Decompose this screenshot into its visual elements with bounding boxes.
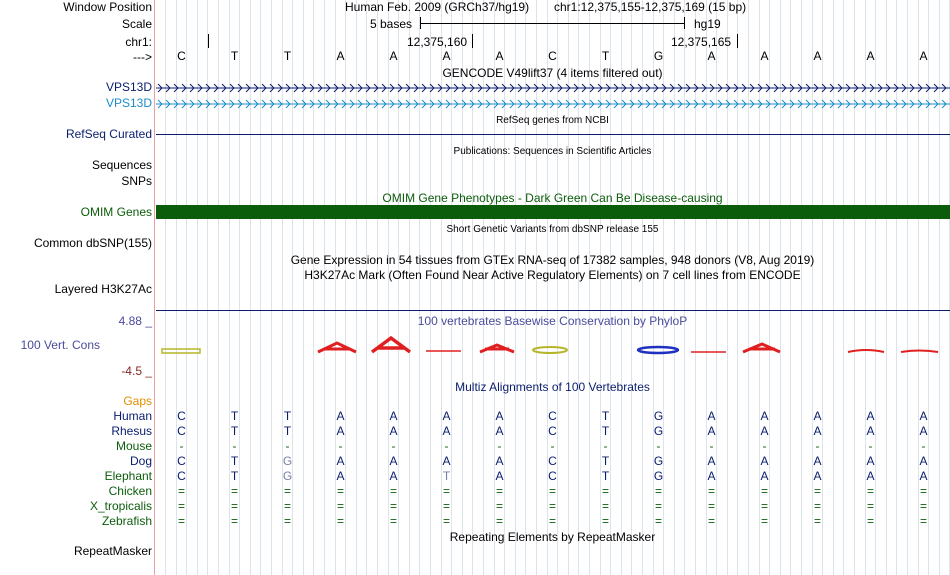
alignment-base: A	[495, 424, 504, 438]
alignment-base: A	[813, 454, 822, 468]
position-readout: chr1:12,375,155-12,375,169 (15 bp)	[554, 0, 747, 14]
alignment-base: -	[338, 439, 343, 453]
dna-base: T	[283, 49, 292, 63]
alignment-base: =	[442, 499, 450, 513]
alignment-base: C	[177, 469, 186, 483]
scale-bar	[420, 23, 685, 24]
alignment-base: =	[919, 499, 927, 513]
species-label-elephant[interactable]: Elephant	[104, 469, 152, 483]
alignment-base: =	[654, 499, 662, 513]
alignment-base: =	[601, 514, 609, 528]
alignment-base: =	[230, 514, 238, 528]
alignment-base: C	[548, 424, 557, 438]
pubs-title[interactable]: Publications: Sequences in Scientific Articles	[453, 146, 652, 157]
alignment-base: =	[283, 499, 291, 513]
dna-base: A	[495, 49, 504, 63]
alignment-base: =	[336, 484, 344, 498]
cons-logo[interactable]	[156, 330, 950, 358]
alignment-base: A	[495, 409, 504, 423]
alignment-base: A	[442, 409, 451, 423]
alignment-base: =	[230, 499, 238, 513]
scale-db: hg19	[694, 17, 721, 31]
cons-title[interactable]: 100 vertebrates Basewise Conservation by PhyloP	[417, 314, 688, 328]
sequences-label[interactable]: Sequences	[91, 158, 152, 172]
cons-max: 4.88 _	[118, 314, 152, 328]
coord-1: 12,375,160	[407, 35, 468, 49]
alignment-base: =	[548, 514, 556, 528]
cons-min: -4.5 _	[121, 364, 152, 378]
alignment-base: A	[389, 424, 398, 438]
dna-base: A	[442, 49, 451, 63]
alignment-base: T	[442, 469, 451, 483]
dna-base: A	[760, 49, 769, 63]
alignment-base: -	[285, 439, 290, 453]
alignment-base: =	[283, 484, 291, 498]
alignment-base: =	[548, 484, 556, 498]
alignment-base: =	[919, 514, 927, 528]
h3k27-label[interactable]: Layered H3K27Ac	[54, 282, 152, 296]
alignment-base: T	[601, 409, 610, 423]
alignment-base: -	[815, 439, 820, 453]
alignment-base: =	[177, 484, 185, 498]
alignment-base: A	[336, 469, 345, 483]
dna-base: C	[177, 49, 186, 63]
alignment-base: -	[232, 439, 237, 453]
alignment-base: C	[548, 469, 557, 483]
species-label-x_tropicalis[interactable]: X_tropicalis	[89, 499, 152, 513]
alignment-base: =	[495, 499, 503, 513]
alignment-base: A	[707, 409, 716, 423]
gtex-title[interactable]: Gene Expression in 54 tissues from GTEx RNA-seq of 17382 samples, 948 donors (V8, Aug 2019)	[290, 253, 815, 267]
coord-2: 12,375,165	[671, 35, 732, 49]
alignment-base: A	[336, 424, 345, 438]
alignment-base: =	[389, 484, 397, 498]
coord-tick-0	[208, 34, 209, 48]
repeat-title[interactable]: Repeating Elements by RepeatMasker	[449, 530, 656, 544]
snps-label[interactable]: SNPs	[121, 174, 152, 188]
alignment-base: A	[495, 469, 504, 483]
alignment-base: =	[495, 484, 503, 498]
alignment-base: A	[919, 469, 928, 483]
alignment-base: A	[389, 454, 398, 468]
alignment-base: T	[283, 409, 292, 423]
alignment-base: C	[548, 409, 557, 423]
alignment-base: C	[177, 454, 186, 468]
gene-label-vps13d-2[interactable]: VPS13D	[105, 96, 152, 110]
scale-bases: 5 bases	[370, 17, 413, 31]
gencode-title[interactable]: GENCODE V49lift37 (4 items filtered out)	[442, 66, 663, 80]
alignment-base: A	[442, 454, 451, 468]
gene-track-vps13d-1[interactable]	[156, 82, 950, 94]
chrom-label: chr1:	[125, 35, 152, 49]
cons-logo-glyphs	[162, 338, 938, 353]
alignment-base: T	[230, 424, 239, 438]
alignment-base: =	[760, 514, 768, 528]
alignment-base: =	[654, 484, 662, 498]
alignment-base: =	[548, 499, 556, 513]
refseq-title[interactable]: RefSeq genes from NCBI	[496, 115, 609, 126]
alignment-base: A	[866, 469, 875, 483]
alignment-base: A	[760, 454, 769, 468]
dna-base: A	[866, 49, 875, 63]
gene-label-vps13d-1[interactable]: VPS13D	[105, 80, 152, 94]
alignment-base: =	[813, 499, 821, 513]
dbsnp-label[interactable]: Common dbSNP(155)	[33, 236, 152, 250]
alignment-base: A	[866, 409, 875, 423]
alignment-base: C	[177, 409, 186, 423]
h3k27-title[interactable]: H3K27Ac Mark (Often Found Near Active Regulatory Elements) on 7 cell lines from ENCODE	[304, 268, 801, 282]
alignment-base: A	[813, 469, 822, 483]
alignment-base: =	[336, 514, 344, 528]
coord-tick-2	[737, 34, 738, 48]
dna-base: C	[548, 49, 557, 63]
alignment-base: -	[550, 439, 555, 453]
alignment-base: G	[282, 454, 293, 468]
alignment-base: =	[707, 484, 715, 498]
scale-right-tick	[684, 17, 685, 29]
gaps-label[interactable]: Gaps	[123, 394, 152, 408]
gene-track-vps13d-2[interactable]	[156, 98, 950, 110]
alignment-base: A	[707, 454, 716, 468]
alignment-base: A	[442, 424, 451, 438]
cons-label[interactable]: 100 Vert. Cons	[20, 338, 100, 352]
alignment-base: -	[497, 439, 502, 453]
alignment-base: C	[177, 424, 186, 438]
alignment-base: A	[760, 469, 769, 483]
alignment-base: A	[760, 409, 769, 423]
alignment-base: -	[656, 439, 661, 453]
dna-base: G	[653, 49, 664, 63]
alignment-base: -	[444, 439, 449, 453]
omim-label[interactable]: OMIM Genes	[80, 205, 152, 219]
alignment-base: A	[866, 454, 875, 468]
window-position-label: Window Position	[63, 0, 152, 14]
alignment-base: =	[389, 499, 397, 513]
dna-base: T	[601, 49, 610, 63]
alignment-base: =	[919, 484, 927, 498]
species-label-zebrafish[interactable]: Zebrafish	[101, 514, 152, 528]
alignment-base: =	[177, 514, 185, 528]
alignment-base: -	[921, 439, 926, 453]
alignment-base: =	[230, 484, 238, 498]
alignment-base: A	[336, 454, 345, 468]
alignment-base: A	[919, 454, 928, 468]
alignment-base: G	[653, 424, 664, 438]
dna-base: A	[919, 49, 928, 63]
alignment-base: G	[653, 469, 664, 483]
species-label-chicken[interactable]: Chicken	[108, 484, 152, 498]
refseq-track[interactable]	[156, 134, 950, 135]
dna-base: A	[336, 49, 345, 63]
alignment-base: -	[762, 439, 767, 453]
alignment-base: =	[654, 514, 662, 528]
alignment-base: A	[866, 424, 875, 438]
alignment-base: -	[179, 439, 184, 453]
alignment-base: G	[653, 454, 664, 468]
alignment-base: =	[442, 514, 450, 528]
alignment-base: -	[603, 439, 608, 453]
alignment-base: =	[866, 499, 874, 513]
alignment-base: A	[919, 424, 928, 438]
alignment-base: =	[760, 499, 768, 513]
dna-base: A	[707, 49, 716, 63]
alignment-base: T	[230, 409, 239, 423]
alignment-base: =	[389, 514, 397, 528]
alignment-base: A	[495, 454, 504, 468]
alignment-base: A	[707, 469, 716, 483]
alignment-base: =	[336, 499, 344, 513]
dna-base: T	[230, 49, 239, 63]
omim-bar[interactable]	[156, 205, 950, 219]
multiz-title[interactable]: Multiz Alignments of 100 Vertebrates	[455, 380, 650, 394]
alignment-base: A	[336, 409, 345, 423]
species-label-dog[interactable]: Dog	[129, 454, 152, 468]
dna-base: A	[813, 49, 822, 63]
alignment-base: T	[601, 424, 610, 438]
alignment-base: =	[601, 499, 609, 513]
refseq-label[interactable]: RefSeq Curated	[65, 127, 152, 141]
alignment-base: =	[760, 484, 768, 498]
alignment-base: T	[230, 469, 239, 483]
alignment-base: =	[177, 499, 185, 513]
omim-title[interactable]: OMIM Gene Phenotypes - Dark Green Can Be Disease-causing	[382, 191, 723, 205]
dna-base: A	[389, 49, 398, 63]
alignment-base: =	[813, 484, 821, 498]
alignment-base: -	[709, 439, 714, 453]
alignment-base: A	[389, 409, 398, 423]
alignment-base: =	[442, 484, 450, 498]
alignment-base: -	[391, 439, 396, 453]
h3k27-track[interactable]	[156, 310, 950, 311]
alignment-base: =	[495, 514, 503, 528]
species-label-human[interactable]: Human	[113, 409, 152, 423]
alignment-base: =	[866, 514, 874, 528]
alignment-base: T	[601, 454, 610, 468]
coord-tick-1	[472, 34, 473, 48]
alignment-base: =	[813, 514, 821, 528]
alignment-base: -	[868, 439, 873, 453]
dbsnp-title[interactable]: Short Genetic Variants from dbSNP release 155	[446, 224, 659, 235]
species-label-mouse[interactable]: Mouse	[115, 439, 152, 453]
alignment-base: =	[283, 514, 291, 528]
alignment-base: A	[389, 469, 398, 483]
species-label-rhesus[interactable]: Rhesus	[111, 424, 152, 438]
alignment-base: =	[707, 499, 715, 513]
alignment-base: C	[548, 454, 557, 468]
alignment-base: A	[813, 424, 822, 438]
alignment-base: =	[866, 484, 874, 498]
alignment-base: T	[601, 469, 610, 483]
alignment-base: A	[813, 409, 822, 423]
alignment-base: G	[653, 409, 664, 423]
alignment-base: A	[919, 409, 928, 423]
alignment-base: =	[601, 484, 609, 498]
alignment-base: A	[707, 424, 716, 438]
alignment-base: A	[760, 424, 769, 438]
strand-label: --->	[133, 50, 152, 64]
alignment-base: G	[282, 469, 293, 483]
repeat-label[interactable]: RepeatMasker	[73, 544, 152, 558]
alignment-base: T	[283, 424, 292, 438]
assembly-label: Human Feb. 2009 (GRCh37/hg19)	[345, 0, 530, 14]
alignment-base: T	[230, 454, 239, 468]
label-separator	[154, 0, 155, 575]
alignment-base: =	[707, 514, 715, 528]
scale-label: Scale	[121, 17, 152, 31]
